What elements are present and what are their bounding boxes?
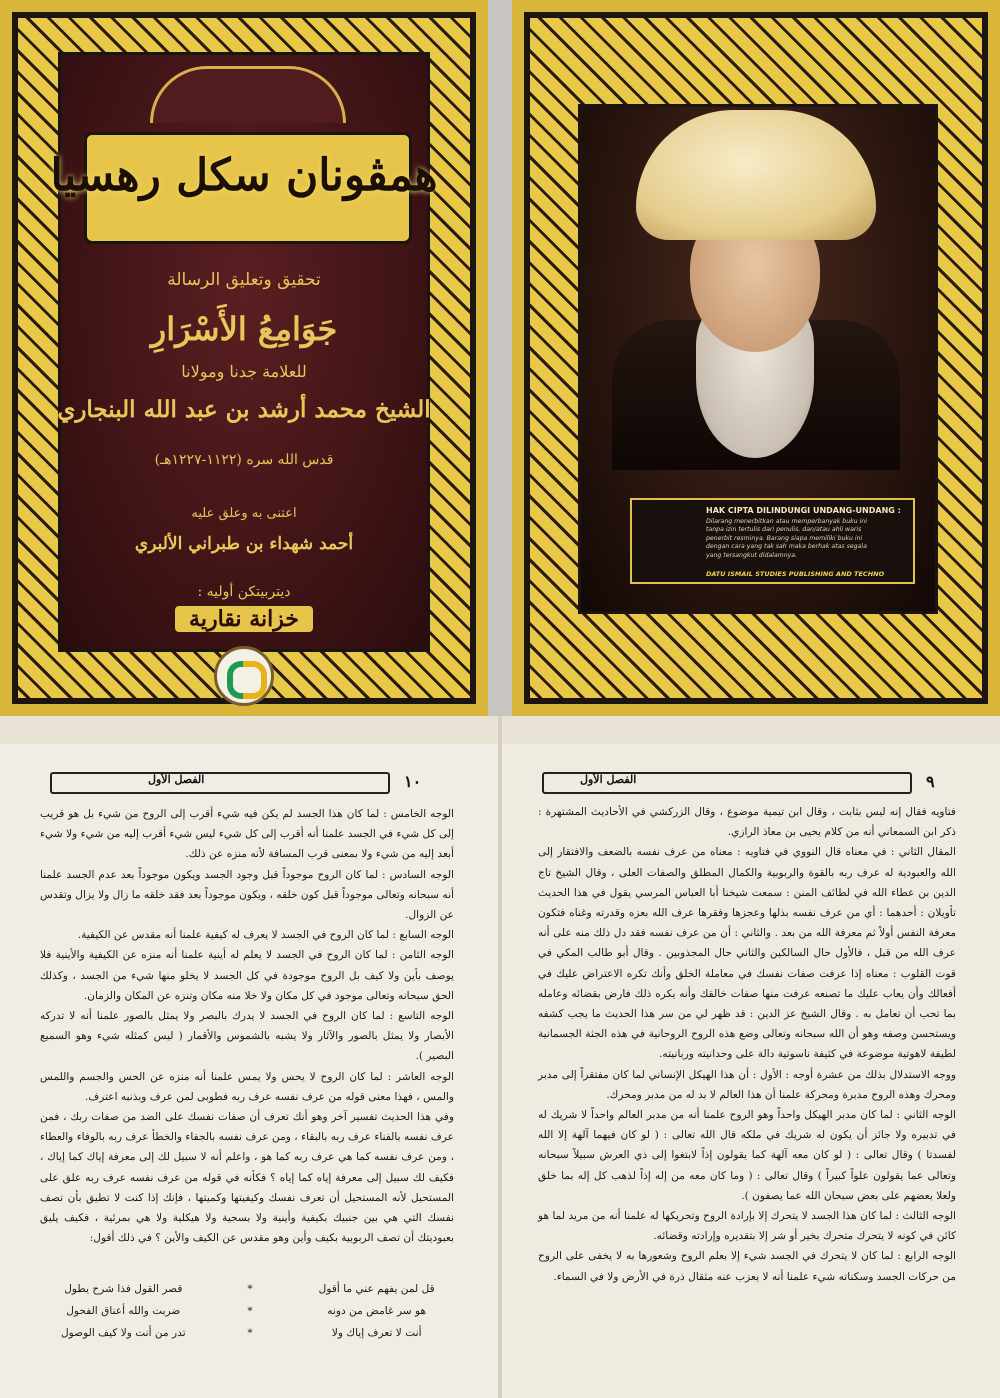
copyright-line: yang tersangkut didalamnya. xyxy=(706,551,798,559)
hemistich: تدر من أنت ولا كيف الوصول xyxy=(60,1327,186,1339)
hemistich: قل لمن يفهم عني ما أقول xyxy=(318,1283,435,1295)
book-spine xyxy=(488,0,512,716)
body-text xyxy=(538,802,956,1287)
ornament-arch xyxy=(150,66,346,123)
book-title: همڤونان سكل رهسيا xyxy=(50,150,438,201)
paragraph: الوجه السادس : لما كان الروح موجوداً قبل وجود الجسد ويكون موجوداً بعد عدم الجسد علمنا أنه سبحانه وتعالى موجوداً قبل كون خلقه ، ويكون موجوداً بعد فقد خلقه ما زال ولا يزال وتقدس عن الزوال. xyxy=(40,868,454,922)
text-page-right xyxy=(502,744,1000,1398)
paragraph: وفي هذا الحديث تفسير آخر وهو أنك تعرف أن صفات نفسك على الضد من صفات ربك ، فمن عرف نفسه بالفناء عرف ربه بالبقاء ، ومن عرف نفسه بالجفاء والخطأ عرف ربه بالوفاء والعطاء ، ومن عرف نفسه كما هي عرف ربه كما هو ، واعلم أنه لا سبيل لك إلى معرفة إياك كما إياك ، فكيف لك سبيل إلى معرفة إياه كما إياه ؟ فكأنه في قوله من عرف نفسه عرف ربه علق على المستحيل لأنه المستحيل أن تعرف نفسك وكيفيتها وكميتها ، فإنك إذا كنت لا تطيق بأن تصف نفسك التي هي بين جنبيك بكيفية وأينية ولا بسجية ولا هيكلية ولا هي بمرئية ، فكيف يليق بعبوديتك أن تصف الربوبية بكيف وأين وهو مقدس عن الكيف والأين ؟ في ذلك أقول: xyxy=(40,1111,454,1245)
cover-subtitle: تحقيق وتعليق الرسالة xyxy=(167,270,321,290)
paragraph: الوجه السابع : لما كان الروح في الجسد لا يعرف له كيفية علمنا أنه مقدس عن الكيفية. xyxy=(77,929,454,942)
work-title: جَوَامِعُ الأَسْرَارِ xyxy=(150,310,338,348)
copyright-line: penerbit resminya. Barang siapa memiliki buku ini xyxy=(706,534,863,542)
chapter-title: الفصل الأول xyxy=(148,773,205,786)
chapter-title: الفصل الأول xyxy=(580,773,637,786)
paragraph: ووجه الاستدلال بذلك من عشرة أوجه : الأول : أن هذا الهيكل الإنساني لما كان مفتقراً إلى مدبر ومحرك وهذه الروح مدبرة ومحركة علمنا أن هذا العالم لا بد له من مدبر ومحرك. xyxy=(538,1068,956,1101)
poem-line: قل لمن يفهم عني ما أقول * قصر القول فذا شرح يطول xyxy=(60,1278,440,1300)
copyright-line: Dilarang menerbitkan atau memperbanyak buku ini xyxy=(706,518,867,525)
editor-note: اعتنى به وعلق عليه xyxy=(191,506,297,521)
body-text xyxy=(40,804,454,1248)
copyright-line: tanpa izin tertulis dari penulis, dan/atau ahli waris xyxy=(706,526,862,534)
front-cover xyxy=(0,0,488,716)
poem-line: هو سر غامض من دونه * ضربت والله أعناق الفحول xyxy=(60,1300,440,1322)
back-cover xyxy=(512,0,1000,716)
hemistich: هو سر غامض من دونه xyxy=(327,1305,427,1317)
hemistich: قصر القول فذا شرح يطول xyxy=(64,1283,183,1295)
editor-name: أحمد شهداء بن طبراني الألبري xyxy=(134,534,354,554)
copyright-line: dengan cara yang tak sah maka berhak atas segala xyxy=(706,543,867,551)
publisher-name: خزانة نقارية xyxy=(175,606,313,632)
copyright-title: HAK CIPTA DILINDUNGI UNDANG-UNDANG : xyxy=(706,506,901,515)
poem xyxy=(60,1278,440,1344)
paragraph: الوجه الرابع : لما كان لا يتحرك في الجسد شيء إلا بعلم الروح وشعورها به لا يخفى على الروح من حركات الجسد وسكناته شيء علمنا أنه لا يعزب عنه مثقال ذرة في الأرض ولا في السماء. xyxy=(538,1250,956,1283)
paragraph: الوجه العاشر : لما كان الروح لا يحس ولا يمس علمنا أنه منزه عن الحس والجسم واللمس والمس ، فهذا معنى قوله من عرف نفسه عرف ربه فطوبى لمن عرف وبذنبه اعترف. xyxy=(40,1070,454,1103)
paragraph: المقال الثاني : في معناه قال النووي في فتاويه : معناه من عرف نفسه بالضعف والافتقار إلى الله والعبودية له عرف ربه بالقوة والربوبية والكمال المطلق والصفات العلى ، وقال الشيخ تاج الدين بن عطاء الله في لطائف المنن : سمعت شيخنا أبا العباس المرسي يقول في هذا الحديث تأويلان : أحدهما : أي من عرف نفسه بذلها وعجزها وفقرها عرف الله بعزه وقدرته وغناه فتكون معرفة النفس أولاً ثم معرفة الله من بعد . والثاني : أن من عرف نفسه فقد دل ذلك منه على أنه عرف الله من قبل ، فالأول حال السالكين والثاني حال المجذوبين . وقال أبو طالب المكي في قوت القلوب : معناه إذا عرفت صفات نفسك في معاملة الخلق وأنك تكره الاعتراض عليك في أفعالك وأن يعاب عليك ما تصنعه عرفت منها صفات خالقك وأنه يكره ذلك فارض بقضائه وعامله بما تحب أن تعامل به . وقال الشيخ عز الدين : قد ظهر لي من سر هذا الحديث ما يجب كشفه ويستحسن وصفه وهو أن الله سبحانه وتعالى وضع هذه الروح الروحانية في هذه الجثة الجسمانية لطيفة لاهوتية موضوعة في كثيفة ناسوتية دالة على وحدانيته وربانيته. xyxy=(538,846,957,1061)
publisher-name-box xyxy=(0,606,488,632)
paragraph: الوجه الثاني : لما كان مدبر الهيكل واحداً وهو الروح علمنا أنه من مدبر العالم واحداً لا شريك له في تدبيره ولا جائز أن يكون له شريك في ملكه قال الله تعالى : ( لو كان فيهما آلهة إلا الله لفسدتا ) وقال تعالى : ( لو كان معه آلهة كما يقولون إذاً لابتغوا إلى ذي العرش سبيلاً سبحانه وتعالى عما يقولون علواً كبيراً ) وقال تعالى : ( وما كان معه من إله إذاً لذهب كل إله بما خلق ولعلا بعضهم على بعض سبحان الله عما يصفون ). xyxy=(538,1109,956,1202)
publisher-label: ديتربيتكن أوليه : xyxy=(197,584,291,600)
text-page-left xyxy=(0,744,498,1398)
paragraph: الوجه التاسع : لما كان الروح في الجسد لا يدرك بالبصر ولا يمثل بالصور علمنا أنه لا تدركه الأبصار ولا يمثل بالصور والآثار ولا يشبه بالشموس والأقمار ( ليس كمثله شيء وهو السميع البصير ). xyxy=(40,1010,454,1063)
paragraph: الوجه الثالث : لما كان هذا الجسد لا يتحرك إلا بإرادة الروح وتحريكها له علمنا أنه من مريد لما هو كائن في كونه لا يتحرك متحرك بخير أو شر إلا بتقديره وإرادته وقضائه. xyxy=(538,1210,956,1243)
paragraph: الوجه الخامس : لما كان هذا الجسد لم يكن فيه شيء أقرب إلى الروح من شيء بل هو قريب إلى كل شيء في الجسد علمنا أنه أقرب إلى كل شيء ليس شيء أقرب إليه من شيء ولا شيء أبعد إليه من شيء ولا بمعنى قرب المسافة لأنه منزه عن ذلك. xyxy=(40,808,454,861)
chapter-header xyxy=(542,772,912,794)
scholar-portrait xyxy=(612,110,900,470)
chapter-header xyxy=(50,772,390,794)
author-name: الشيخ محمد أرشد بن عبد الله البنجاري xyxy=(57,396,431,423)
paragraph: فتاويه فقال إنه ليس بثابت ، وقال ابن تيمية موضوع ، وقال الزركشي في الأحاديث المشتهرة : ذكر ابن السمعاني أنه من كلام يحيى بن معاذ الرازي. xyxy=(538,806,956,839)
copyright-box xyxy=(630,498,915,584)
honorific: للعلامة جدنا ومولانا xyxy=(181,362,307,381)
hemistich: أنت لا تعرف إياك ولا xyxy=(331,1327,422,1339)
page-number: ١٠ xyxy=(404,772,422,791)
publisher-line: DATU ISMAIL STUDIES PUBLISHING AND TECHNO xyxy=(706,570,885,578)
hemistich: ضربت والله أعناق الفحول xyxy=(66,1305,181,1317)
author-dates: قدس الله سره (١١٢٢-١٢٢٧هـ) xyxy=(154,452,334,468)
poem-line: أنت لا تعرف إياك ولا * تدر من أنت ولا كيف الوصول xyxy=(60,1322,440,1344)
page-number: ٩ xyxy=(926,772,935,791)
publisher-logo-icon xyxy=(214,646,274,706)
copyright-text xyxy=(706,518,867,560)
paragraph: الوجه الثامن : لما كان الروح في الجسد لا يعلم له أينية علمنا أنه منزه عن الكيفية والأينية فلا يوصف بأين ولا كيف بل الروح موجودة في كل الجسد لا يخلو منها شيء من الجسد ، وكذلك الحق سبحانه وتعالى موجود في كل مكان ولا خلا منه مكان وتنزه عن المكان والزمان. xyxy=(40,949,454,1002)
